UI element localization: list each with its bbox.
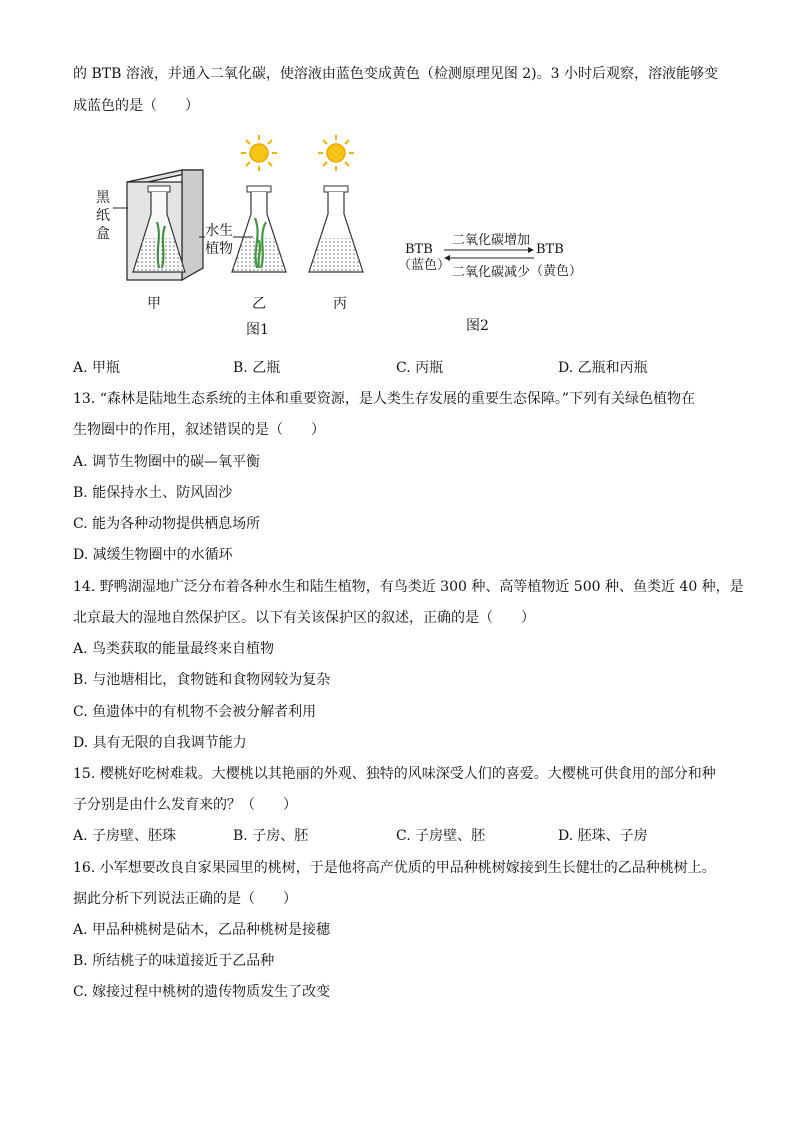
btb-left-color: （蓝色） [398, 258, 451, 273]
plant-label: 水生 [205, 223, 233, 239]
arrow-decrease-label: 二氧化碳减少 [452, 265, 531, 280]
q12-stem-line1: 的 BTB 溶液，并通入二氧化碳，使溶液由蓝色变成黄色（检测原理见图 2)。3 小时后观察，溶液能够变 [73, 66, 718, 82]
q15-option-d: D. 胚珠、子房 [558, 828, 648, 844]
box-label-char: 纸 [96, 208, 110, 224]
btb-left-label: BTB [405, 242, 433, 257]
q14-option-b: B. 与池塘相比，食物链和食物网较为复杂 [73, 672, 331, 688]
btb-right-label: BTB [536, 242, 564, 257]
q15-stem-line2: 子分别是由什么发育来的？（ ） [73, 797, 297, 813]
q15-option-b: B. 子房、胚 [233, 828, 309, 844]
flask-label-jia: 甲 [147, 296, 161, 312]
q15-stem-line1: 15. 樱桃好吃树难栽。大樱桃以其艳丽的外观、独特的风味深受人们的喜爱。大樱桃可供食用的部分和种 [73, 766, 716, 782]
box-label-char: 盒 [96, 226, 110, 242]
q14-stem-line2: 北京最大的湿地自然保护区。以下有关该保护区的叙述，正确的是（ ） [73, 610, 535, 626]
q14-option-c: C. 鱼遗体中的有机物不会被分解者利用 [73, 704, 317, 720]
q15-option-c: C. 子房壁、胚 [396, 828, 486, 844]
q12-option-c: C. 丙瓶 [396, 360, 444, 376]
sun-icon [241, 135, 277, 171]
q16-stem-line2: 据此分析下列说法正确的是（ ） [73, 891, 297, 907]
q15-option-a: A. 子房壁、胚珠 [73, 828, 177, 844]
q14-option-d: D. 具有无限的自我调节能力 [73, 735, 247, 751]
q16-stem-line1: 16. 小军想要改良自家果园里的桃树，于是他将高产优质的甲品种桃树嫁接到生长健壮的乙品种桃树上。 [73, 860, 716, 876]
q12-option-b: B. 乙瓶 [233, 360, 281, 376]
flask-bing [309, 186, 363, 272]
q13-option-b: B. 能保持水土、防风固沙 [73, 485, 233, 501]
figure-area [0, 0, 794, 360]
flask-yi [232, 186, 286, 272]
q13-option-c: C. 能为各种动物提供栖息场所 [73, 516, 261, 532]
q13-option-a: A. 调节生物圈中的碳—氧平衡 [73, 454, 261, 470]
figure2-caption: 图2 [466, 318, 489, 334]
q14-option-a: A. 鸟类获取的能量最终来自植物 [73, 641, 275, 657]
plant-label: 植物 [205, 241, 233, 257]
figure1-caption: 图1 [246, 322, 269, 338]
q12-option-d: D. 乙瓶和丙瓶 [558, 360, 648, 376]
btb-right-color: （黄色） [530, 264, 583, 279]
q12-option-a: A. 甲瓶 [73, 360, 121, 376]
q12-stem-line2: 成蓝色的是（ ） [73, 98, 199, 114]
q16-option-b: B. 所结桃子的味道接近于乙品种 [73, 953, 275, 969]
flask-label-yi: 乙 [252, 296, 266, 312]
q13-option-d: D. 减缓生物圈中的水循环 [73, 547, 233, 563]
box-label-char: 黑 [96, 190, 110, 206]
q16-option-c: C. 嫁接过程中桃树的遗传物质发生了改变 [73, 984, 331, 1000]
flask-label-bing: 丙 [333, 296, 347, 312]
sun-icon [318, 135, 354, 171]
q16-option-a: A. 甲品种桃树是砧木，乙品种桃树是接穗 [73, 922, 331, 938]
q13-stem-line2: 生物圈中的作用，叙述错误的是（ ） [73, 422, 325, 438]
arrow-increase-label: 二氧化碳增加 [452, 233, 531, 248]
q14-stem-line1: 14. 野鸭湖湿地广泛分布着各种水生和陆生植物，有鸟类近 300 种、高等植物近 500 种、鱼类近 40 种，是 [73, 579, 744, 595]
q13-stem-line1: 13. “森林是陆地生态系统的主体和重要资源，是人类生存发展的重要生态保障。”下列有关绿色植物在 [73, 391, 696, 407]
